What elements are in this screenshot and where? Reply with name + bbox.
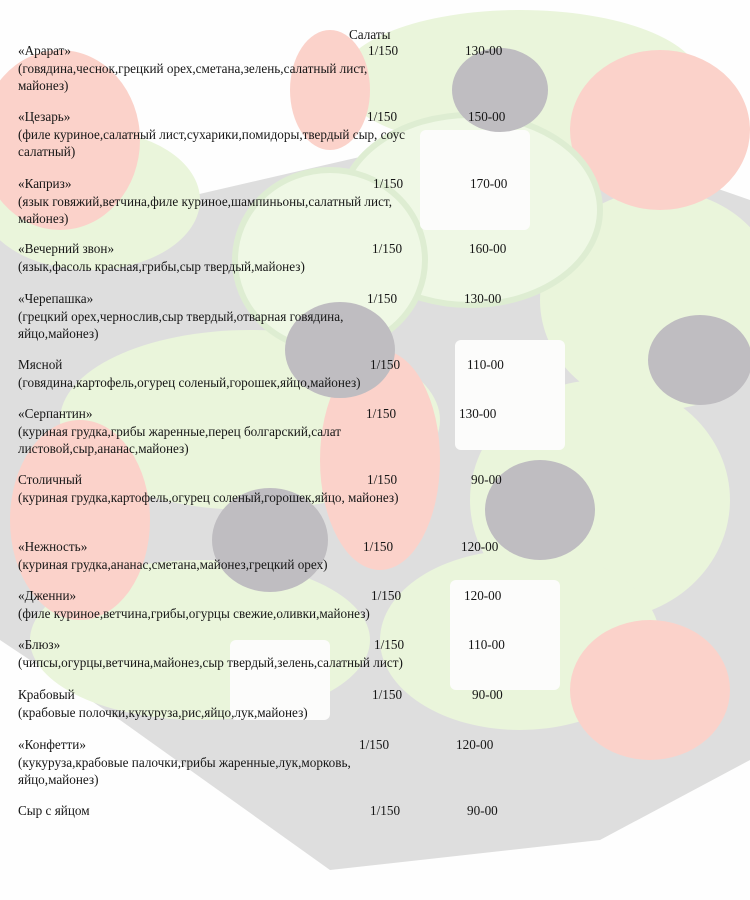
- item-portion: 1/150: [371, 588, 402, 603]
- item-name: «Цезарь»: [18, 109, 71, 124]
- item-description: (говядина,картофель,огурец соленый,горошек,яйцо,майонез): [18, 375, 361, 390]
- item-price: 90-00: [471, 472, 502, 487]
- item-portion: 1/150: [367, 291, 398, 306]
- item-price: 170-00: [470, 176, 508, 191]
- item-portion: 1/150: [373, 176, 404, 191]
- item-price: 130-00: [465, 43, 503, 58]
- item-price: 160-00: [469, 241, 507, 256]
- item-portion: 1/150: [368, 43, 399, 58]
- item-name: Столичный: [18, 472, 82, 487]
- item-description: (крабовые полочки,кукуруза,рис,яйцо,лук,майонез): [18, 705, 308, 720]
- item-name: «Арарат»: [18, 43, 72, 58]
- item-price: 90-00: [467, 803, 498, 818]
- item-description: (чипсы,огурцы,ветчина,майонез,сыр твердый,зелень,салатный лист): [18, 655, 403, 670]
- item-name: «Нежность»: [18, 539, 88, 554]
- item-price: 120-00: [464, 588, 502, 603]
- item-name: «Дженни»: [18, 588, 77, 603]
- item-portion: 1/150: [370, 803, 401, 818]
- item-portion: 1/150: [372, 687, 403, 702]
- item-name: «Конфетти»: [18, 737, 86, 752]
- item-portion: 1/150: [366, 406, 397, 421]
- item-portion: 1/150: [359, 737, 390, 752]
- item-price: 130-00: [459, 406, 497, 421]
- item-description: (говядина,чеснок,грецкий орех,сметана,зелень,салатный лист, майонез): [18, 61, 368, 93]
- item-portion: 1/150: [370, 357, 401, 372]
- item-name: «Вечерний звон»: [18, 241, 115, 256]
- item-price: 90-00: [472, 687, 503, 702]
- item-portion: 1/150: [363, 539, 394, 554]
- item-description: (грецкий орех,чернослив,сыр твердый,отварная говядина, яйцо,майонез): [18, 309, 344, 341]
- item-price: 130-00: [464, 291, 502, 306]
- item-portion: 1/150: [374, 637, 405, 652]
- item-description: (филе куриное,ветчина,грибы,огурцы свежие,оливки,майонез): [18, 606, 370, 621]
- item-name: «Черепашка»: [18, 291, 94, 306]
- item-description: (куриная грудка,грибы жаренные,перец болгарский,салат листовой,сыр,ананас,майонез): [18, 424, 342, 456]
- item-name: Крабовый: [18, 687, 75, 702]
- item-name: «Блюз»: [18, 637, 61, 652]
- item-price: 150-00: [468, 109, 506, 124]
- item-description: (язык говяжий,ветчина,филе куриное,шампиньоны,салатный лист, майонез): [18, 194, 392, 226]
- item-description: (филе куриное,салатный лист,сухарики,помидоры,твердый сыр, соус салатный): [18, 127, 406, 159]
- item-portion: 1/150: [367, 472, 398, 487]
- item-name: «Каприз»: [18, 176, 72, 191]
- item-price: 120-00: [456, 737, 494, 752]
- item-name: Сыр с яйцом: [18, 803, 90, 818]
- item-description: (кукуруза,крабовые палочки,грибы жаренные,лук,морковь, яйцо,майонез): [18, 755, 351, 787]
- item-name: Мясной: [18, 357, 63, 372]
- item-description: (куриная грудка,ананас,сметана,майонез,грецкий орех): [18, 557, 328, 572]
- item-portion: 1/150: [367, 109, 398, 124]
- item-price: 120-00: [461, 539, 499, 554]
- item-price: 110-00: [468, 637, 505, 652]
- item-name: «Серпантин»: [18, 406, 93, 421]
- item-description: (язык,фасоль красная,грибы,сыр твердый,майонез): [18, 259, 305, 274]
- item-description: (куриная грудка,картофель,огурец соленый,горошек,яйцо, майонез): [18, 490, 399, 505]
- item-portion: 1/150: [372, 241, 403, 256]
- menu-heading: Салаты: [349, 27, 391, 42]
- item-price: 110-00: [467, 357, 504, 372]
